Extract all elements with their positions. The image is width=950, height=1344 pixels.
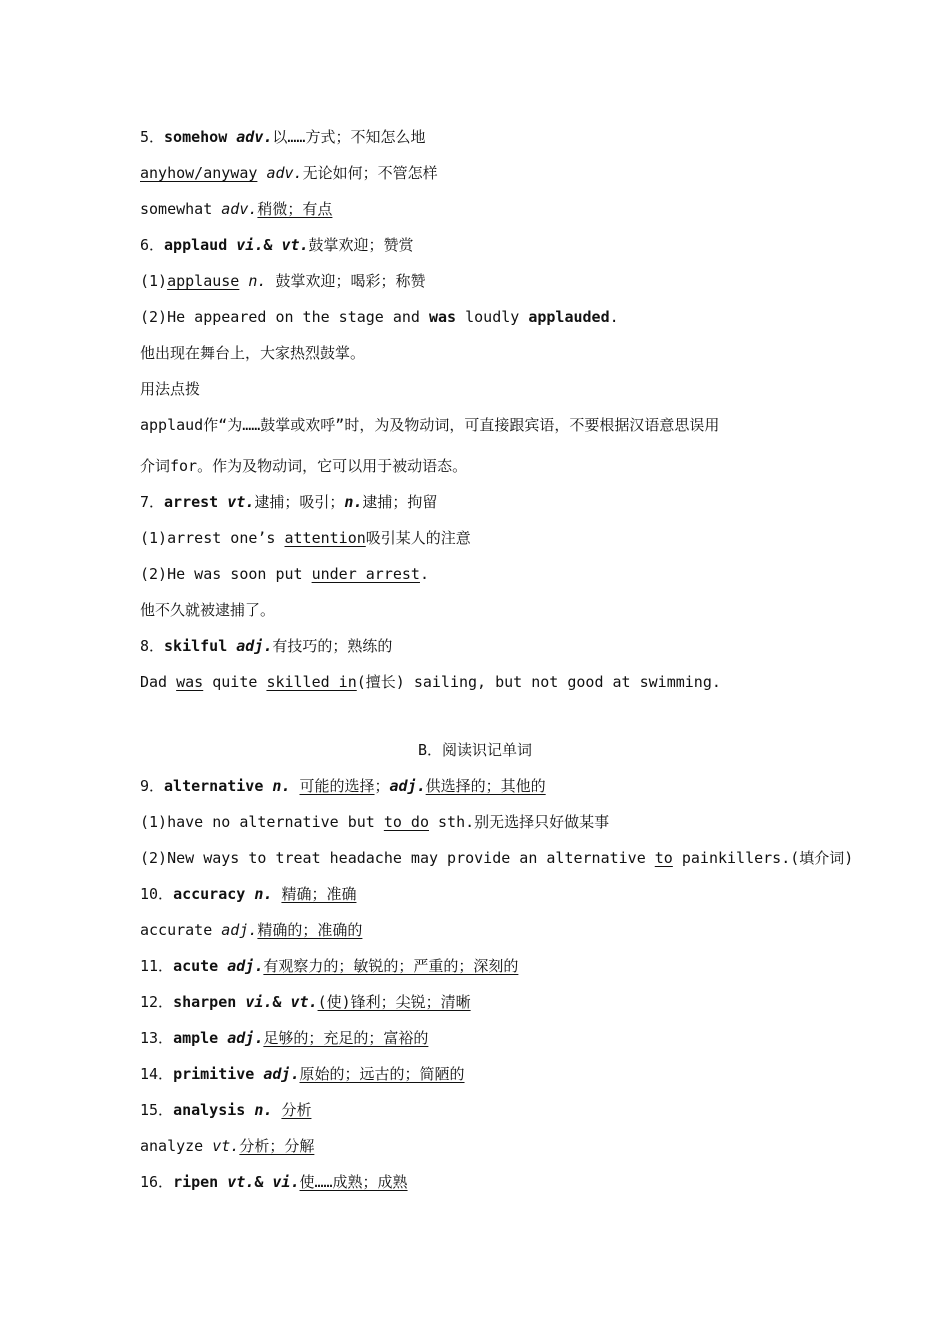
headword: applaud (164, 236, 228, 254)
entry-applaud (140, 235, 414, 255)
exercise-line (140, 812, 609, 832)
entry-number: 14． (140, 1065, 174, 1083)
entry-accurate (140, 920, 362, 940)
part-of-speech: vi. (236, 236, 264, 254)
usage-note-text: 介词for。作为及物动词，它可以用于被动语态。 (140, 457, 468, 475)
entry-number: 10． (140, 885, 174, 903)
entry-number: 6． (140, 236, 165, 254)
meaning: 鼓掌欢迎；喝彩；称赞 (275, 272, 426, 290)
answer-meaning: 供选择的；其他的 (425, 777, 546, 795)
sentence-text: quite (212, 673, 258, 691)
meaning: 吸引某人的注意 (365, 529, 471, 547)
part-of-speech: adv. (221, 200, 258, 218)
entry-skilful (140, 636, 392, 656)
entry-primitive (140, 1064, 465, 1084)
part-of-speech: vi. (245, 993, 273, 1011)
part-of-speech: n. (254, 885, 273, 903)
sentence-text: loudly (465, 308, 520, 326)
sentence-text: (1)have no alternative but (140, 813, 375, 831)
headword: accuracy (173, 885, 246, 903)
entry-number: 13． (140, 1029, 174, 1047)
answer-word: anyhow/anyway (140, 164, 258, 182)
answer-meaning: 足够的；充足的；富裕的 (263, 1029, 429, 1047)
exercise-line (140, 528, 471, 548)
part-of-speech: adj. (227, 1029, 264, 1047)
headword: somehow (164, 128, 228, 146)
sentence-text: (2)He appeared on the stage and (140, 308, 420, 326)
answer-meaning: 精确；准确 (281, 885, 357, 903)
part-of-speech: adv. (266, 164, 303, 182)
answer-word: skilled in (266, 673, 357, 691)
entry-ripen (140, 1172, 408, 1192)
answer-meaning: 使……成熟；成熟 (299, 1173, 408, 1191)
translation: 他出现在舞台上，大家热烈鼓掌。 (140, 344, 366, 362)
headword: ripen (173, 1173, 219, 1191)
section-title: B．阅读识记单词 (417, 741, 533, 759)
entry-analyze (140, 1136, 314, 1156)
example-sentence (140, 564, 429, 584)
part-of-speech: n. (272, 777, 291, 795)
answer-word: under arrest (311, 565, 420, 583)
item-prefix: (1) (140, 272, 168, 290)
entry-sharpen (140, 992, 471, 1012)
answer-meaning: (使)锋利；尖锐；清晰 (317, 993, 471, 1011)
sentence-text: (1)arrest one’s (140, 529, 276, 547)
answer-word: to do (383, 813, 429, 831)
part-of-speech: vt. (227, 493, 255, 511)
meaning: 逮捕；拘留 (362, 493, 438, 511)
sentence-text: painkillers.(填介词) (681, 849, 854, 867)
headword: primitive (173, 1065, 255, 1083)
example-sentence (140, 307, 619, 327)
entry-number: 9． (140, 777, 165, 795)
entry-somewhat (140, 199, 332, 219)
usage-note-text: applaud作“为……鼓掌或欢呼”时，为及物动词，可直接跟宾语，不要根据汉语意思误用 (140, 416, 720, 434)
headword: analysis (173, 1101, 246, 1119)
part-of-speech: adj. (236, 637, 273, 655)
entry-number: 7． (140, 493, 165, 511)
answer-word: was (176, 673, 204, 691)
part-of-speech: vt. (227, 1173, 255, 1191)
sentence-text: (2)New ways to treat headache may provide an alternative (140, 849, 646, 867)
part-of-speech: vt. (290, 993, 318, 1011)
entry-alternative (140, 776, 546, 796)
entry-anyhow (140, 163, 438, 183)
headword: acute (173, 957, 219, 975)
headword: alternative (164, 777, 264, 795)
entry-ample (140, 1028, 428, 1048)
entry-number: 12． (140, 993, 174, 1011)
answer-word: to (654, 849, 673, 867)
part-of-speech: adv. (236, 128, 273, 146)
answer-word: was (429, 308, 457, 326)
part-of-speech: n. (254, 1101, 273, 1119)
answer-meaning: 分析；分解 (239, 1137, 315, 1155)
answer-meaning: 有观察力的；敏锐的；严重的；深刻的 (263, 957, 519, 975)
separator: ； (374, 777, 390, 795)
headword: sharpen (173, 993, 237, 1011)
entry-number: 11． (140, 957, 174, 975)
headword: arrest (164, 493, 219, 511)
usage-note-heading: 用法点拨 (140, 380, 201, 398)
exercise-line (140, 848, 853, 868)
entry-accuracy (140, 884, 356, 904)
entry-arrest (140, 492, 437, 512)
answer-meaning: 原始的；远古的；简陋的 (299, 1065, 465, 1083)
entry-analysis (140, 1100, 311, 1120)
entry-acute (140, 956, 518, 976)
part-of-speech: adj. (221, 921, 258, 939)
part-of-speech: adj. (389, 777, 426, 795)
part-of-speech: vt. (212, 1137, 240, 1155)
meaning: 无论如何；不管怎样 (302, 164, 438, 182)
entry-number: 8． (140, 637, 165, 655)
part-of-speech: adj. (263, 1065, 300, 1083)
entry-number: 5． (140, 128, 165, 146)
ampersand: & (263, 236, 273, 254)
headword: skilful (164, 637, 228, 655)
part-of-speech: n. (248, 272, 267, 290)
meaning: 鼓掌欢迎；赞赏 (308, 236, 414, 254)
entry-number: 16． (140, 1173, 174, 1191)
answer-meaning: 分析 (281, 1101, 312, 1119)
part-of-speech: vi. (272, 1173, 300, 1191)
part-of-speech: vt. (281, 236, 309, 254)
part-of-speech: adj. (227, 957, 264, 975)
sentence-text: (2)He was soon put (140, 565, 303, 583)
answer-word: applauded (528, 308, 610, 326)
part-of-speech: n. (344, 493, 363, 511)
word: analyze (140, 1137, 204, 1155)
sentence-text: sth.别无选择只好做某事 (438, 813, 610, 831)
answer-meaning: 精确的；准确的 (257, 921, 363, 939)
entry-somehow (140, 127, 425, 147)
word: accurate (140, 921, 213, 939)
word: somewhat (140, 200, 213, 218)
sentence-text: . (419, 565, 429, 583)
ampersand: & (254, 1173, 264, 1191)
meaning: 有技巧的；熟练的 (272, 637, 393, 655)
meaning: 以……方式；不知怎么地 (272, 128, 426, 146)
ampersand: & (272, 993, 282, 1011)
sentence-text: . (609, 308, 619, 326)
answer-word: attention (284, 529, 366, 547)
meaning: 逮捕；吸引； (254, 493, 345, 511)
sentence-text: Dad (140, 673, 168, 691)
exercise-line (140, 271, 425, 291)
sentence-text: (擅长) sailing, but not good at swimming. (356, 673, 721, 691)
answer-meaning: 稍微；有点 (257, 200, 333, 218)
entry-number: 15． (140, 1101, 174, 1119)
answer-meaning: 可能的选择 (299, 777, 375, 795)
answer-word: applause (167, 272, 240, 290)
headword: ample (173, 1029, 219, 1047)
translation: 他不久就被逮捕了。 (140, 601, 276, 619)
example-sentence (140, 672, 721, 692)
